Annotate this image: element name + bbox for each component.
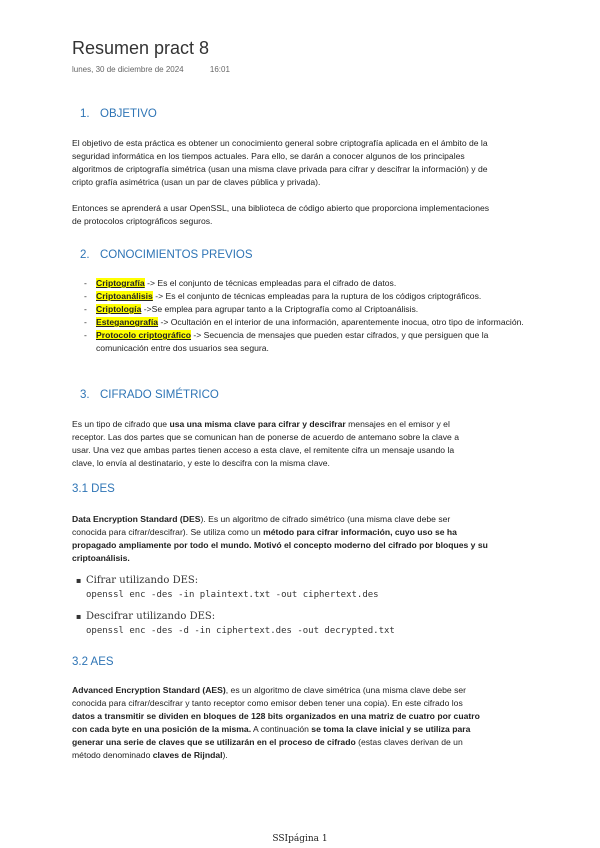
text-line <box>72 418 542 431</box>
text-line: El objetivo de esta práctica es obtener un conocimiento general sobre criptografía aplicada en el ámbito de la <box>72 138 488 148</box>
highlighted-term: Criptología <box>96 304 142 314</box>
bold-text: con cada byte en una posición de la misma. <box>72 724 252 734</box>
text-line: Entonces se aprenderá a usar OpenSSL, una biblioteca de código abierto que proporciona implementaciones <box>72 203 490 213</box>
text-line: usar. Una vez que ambas partes tienen acceso a esta clave, el remitente cifra un mensaje usando la <box>72 445 455 455</box>
bold-text: DES <box>182 514 201 524</box>
list-item <box>84 329 594 355</box>
bold-text: datos a transmitir se dividen en bloques de 128 bits organizados en una matriz de cuatro por cuatro <box>72 711 480 721</box>
text-line <box>72 723 542 736</box>
page-footer: SSIpágina 1 <box>272 834 328 844</box>
text-line <box>72 513 542 526</box>
code-label-text: Cifrar utilizando DES: <box>86 575 199 586</box>
text-span: Es un tipo de cifrado que <box>72 419 170 429</box>
term-definition-continued: comunicación entre dos usuarios sea segura. <box>96 343 269 353</box>
heading-number: 3. <box>80 389 90 401</box>
text-line <box>72 749 542 762</box>
text-line <box>72 552 542 565</box>
bold-text: Data Encryption Standard ( <box>72 514 183 524</box>
bold-text: claves de Rijndal <box>152 750 223 760</box>
conocimientos-list <box>84 277 594 355</box>
text-span: A continuación <box>251 724 312 734</box>
highlighted-term: Criptoanálisis <box>96 291 153 301</box>
text-span: ). Es un algoritmo de cifrado simétrico (una misma clave debe ser <box>200 514 451 524</box>
des-encrypt-command <box>76 574 379 602</box>
page-time: 16:01 <box>209 65 230 74</box>
heading-objetivo <box>80 108 157 120</box>
term-definition: -> Ocultación en el interior de una información, aparentemente inocua, otro tipo de información. <box>158 317 524 327</box>
text-line: clave, lo envía al destinatario, y este lo descifra con la misma clave. <box>72 458 330 468</box>
bullet-icon: ▪ <box>76 576 82 585</box>
text-line <box>72 684 542 697</box>
code-label-text: Descifrar utilizando DES: <box>86 611 216 622</box>
bold-text: se toma la clave inicial y se utiliza para <box>311 724 471 734</box>
text-span: conocida para cifrar/descifrar). Se utiliza como un <box>72 527 264 537</box>
list-item <box>84 290 594 303</box>
term-definition: -> Secuencia de mensajes que pueden estar cifrados, y que persiguen que la <box>191 330 489 340</box>
text-span: (estas claves derivan de un <box>355 737 463 747</box>
highlighted-term: Esteganografía <box>96 317 159 327</box>
text-line <box>72 736 542 749</box>
des-paragraph <box>72 513 542 565</box>
text-line: seguridad informática en los tiempos actuales. Para ello, se darán a conocer algunos de los principales <box>72 151 465 161</box>
heading-number: 2. <box>80 249 90 261</box>
heading-text: CONOCIMIENTOS PREVIOS <box>100 249 253 261</box>
code-label <box>76 574 379 588</box>
list-item <box>84 303 594 316</box>
text-line <box>72 526 542 539</box>
text-span: ). <box>222 750 228 760</box>
bold-text: propagado ampliamente por todo el mundo. Motivó el concepto moderno del cifrado por bloques y su <box>72 540 488 550</box>
term-definition: -> Es el conjunto de técnicas empleadas para la ruptura de los códigos criptográficos. <box>152 291 482 301</box>
text-span: método denominado <box>72 750 153 760</box>
aes-paragraph <box>72 684 542 762</box>
highlighted-term: Protocolo criptográfico <box>96 330 192 340</box>
text-span: mensajes en el emisor y el <box>345 419 450 429</box>
text-line: cripto grafía asimétrica (usan un par de claves pública y privada). <box>72 177 321 187</box>
heading-aes: 3.2 AES <box>72 656 114 668</box>
bold-text: Advanced Encryption Standard (AES) <box>72 685 226 695</box>
code-label <box>76 610 395 624</box>
term-definition: -> Es el conjunto de técnicas empleadas para el cifrado de datos. <box>144 278 397 288</box>
heading-text: OBJETIVO <box>100 108 157 120</box>
term-definition: ->Se emplea para agrupar tanto a la Criptografía como al Criptoanálisis. <box>141 304 419 314</box>
page-title: Resumen pract 8 <box>72 38 210 58</box>
text-line: algoritmos de criptografía simétrica (usan una misma clave privada para cifrar y descifrar la información) y de <box>72 164 488 174</box>
list-item <box>84 277 594 290</box>
heading-text: CIFRADO SIMÉTRICO <box>100 389 219 401</box>
bold-text: criptoanálisis. <box>72 553 130 563</box>
command-text: openssl enc -des -in plaintext.txt -out ciphertext.des <box>86 590 379 600</box>
heading-des: 3.1 DES <box>72 483 115 495</box>
heading-cifrado-simetrico <box>80 389 219 401</box>
text-line: conocida para cifrar/descifrar y tanto receptor como emisor deben tener una copia). En este cifrado los <box>72 698 463 708</box>
objetivo-paragraph-2 <box>72 202 542 228</box>
list-item <box>84 316 594 329</box>
text-line <box>72 710 542 723</box>
bold-text: generar una serie de claves que se utilizarán en el proceso de cifrado <box>72 737 356 747</box>
text-line: de protocolos criptográficos seguros. <box>72 216 213 226</box>
simetrico-paragraph <box>72 418 542 470</box>
des-decrypt-command <box>76 610 395 638</box>
highlighted-term: Criptografía <box>96 278 145 288</box>
command-text: openssl enc -des -d -in ciphertext.des -out decrypted.txt <box>86 626 395 636</box>
page-date: lunes, 30 de diciembre de 2024 <box>72 65 184 74</box>
bold-text: método para cifrar información, cuyo uso se ha <box>263 527 457 537</box>
heading-number: 1. <box>80 108 90 120</box>
text-span: , es un algoritmo de clave simétrica (una misma clave debe ser <box>225 685 467 695</box>
bullet-icon: ▪ <box>76 612 82 621</box>
bold-text: usa una misma clave para cifrar y descifrar <box>169 419 346 429</box>
objetivo-paragraph-1 <box>72 137 542 189</box>
heading-conocimientos-previos <box>80 249 253 261</box>
text-line <box>72 539 542 552</box>
text-line: receptor. Las dos partes que se comunican han de ponerse de acuerdo de antemano sobre la clave a <box>72 432 459 442</box>
page-meta <box>72 65 230 74</box>
